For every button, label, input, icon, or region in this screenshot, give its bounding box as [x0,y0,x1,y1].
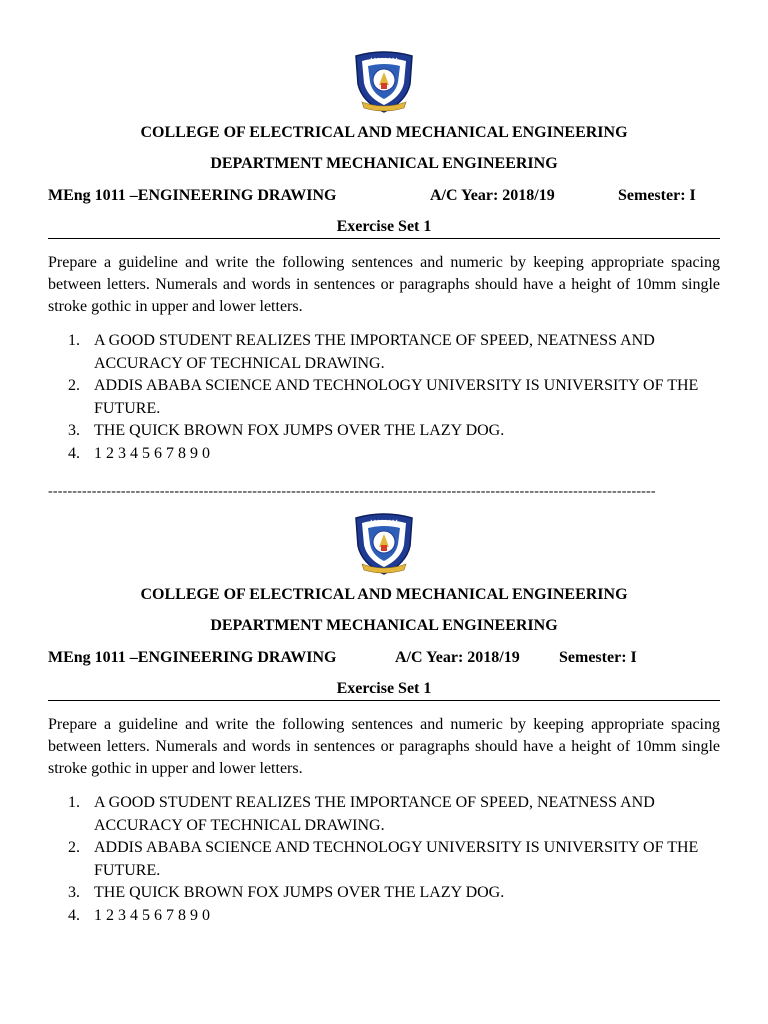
list-item-number: 4. [68,444,80,462]
list-item [48,443,720,466]
list-item-number: 2. [68,839,80,856]
list-item-number: 1. [68,794,80,811]
academic-year: A/C Year: 2018/19 [430,187,555,204]
list-item-text: 1 2 3 4 5 6 7 8 9 0 [94,444,210,462]
list-item-text: ADDIS ABABA SCIENCE AND TECHNOLOGY UNIVERSITY IS UNIVERSITY OF THE FUTURE. [94,839,699,879]
list-item-number: 3. [68,884,80,901]
course-code: MEng 1011 –ENGINEERING DRAWING [48,649,337,666]
list-item [48,330,720,375]
list-item-number: 1. [68,332,80,349]
instructions-paragraph: Prepare a guideline and write the following sentences and numeric by keeping appropriate spacing between letters. Numerals and words in sentences or paragraphs should have a height of 10mm single stroke gothic in upper and lower letters. [48,254,720,315]
list-item [48,792,720,837]
university-emblem-icon [352,50,416,114]
list-item-number: 2. [68,377,80,394]
course-info-row [48,186,720,206]
list-item-number: 3. [68,422,80,439]
list-item [48,882,720,905]
exercise-title: Exercise Set 1 [48,217,720,239]
list-item [48,420,720,443]
course-info-row [48,648,720,668]
svg-text:• • • • • • • •: • • • • • • • • [370,518,398,523]
list-item-text: A GOOD STUDENT REALIZES THE IMPORTANCE OF SPEED, NEATNESS AND ACCURACY OF TECHNICAL DRAWING. [94,794,655,834]
list-item [48,905,720,928]
instructions-paragraph: Prepare a guideline and write the following sentences and numeric by keeping appropriate spacing between letters. Numerals and words in sentences or paragraphs should have a height of 10mm single stroke gothic in upper and lower letters. [48,716,720,777]
college-name: COLLEGE OF ELECTRICAL AND MECHANICAL ENGINEERING [140,124,628,141]
cut-line-divider: ----------------------------------------------------------------------------------------------------------------------------- [48,484,656,499]
course-code: MEng 1011 –ENGINEERING DRAWING [48,187,337,204]
list-item-text: THE QUICK BROWN FOX JUMPS OVER THE LAZY DOG. [94,422,505,439]
semester: Semester: I [559,649,637,666]
exercise-list [48,792,720,927]
list-item-text: THE QUICK BROWN FOX JUMPS OVER THE LAZY DOG. [94,884,505,901]
department-name: DEPARTMENT MECHANICAL ENGINEERING [210,617,558,634]
list-item-text: 1 2 3 4 5 6 7 8 9 0 [94,906,210,924]
svg-text:• • • • • • • •: • • • • • • • • [370,56,398,61]
exercise-list [48,330,720,465]
exercise-sheet-2 [48,512,720,927]
exercise-title: Exercise Set 1 [48,679,720,701]
list-item-number: 4. [68,906,80,924]
list-item [48,375,720,420]
university-emblem-icon [352,512,416,576]
list-item-text: ADDIS ABABA SCIENCE AND TECHNOLOGY UNIVERSITY IS UNIVERSITY OF THE FUTURE. [94,377,699,417]
list-item [48,837,720,882]
exercise-sheet-1 [48,50,720,465]
college-name: COLLEGE OF ELECTRICAL AND MECHANICAL ENGINEERING [140,586,628,603]
semester: Semester: I [618,187,696,204]
department-name: DEPARTMENT MECHANICAL ENGINEERING [210,155,558,172]
academic-year: A/C Year: 2018/19 [395,649,520,666]
list-item-text: A GOOD STUDENT REALIZES THE IMPORTANCE OF SPEED, NEATNESS AND ACCURACY OF TECHNICAL DRAWING. [94,332,655,372]
